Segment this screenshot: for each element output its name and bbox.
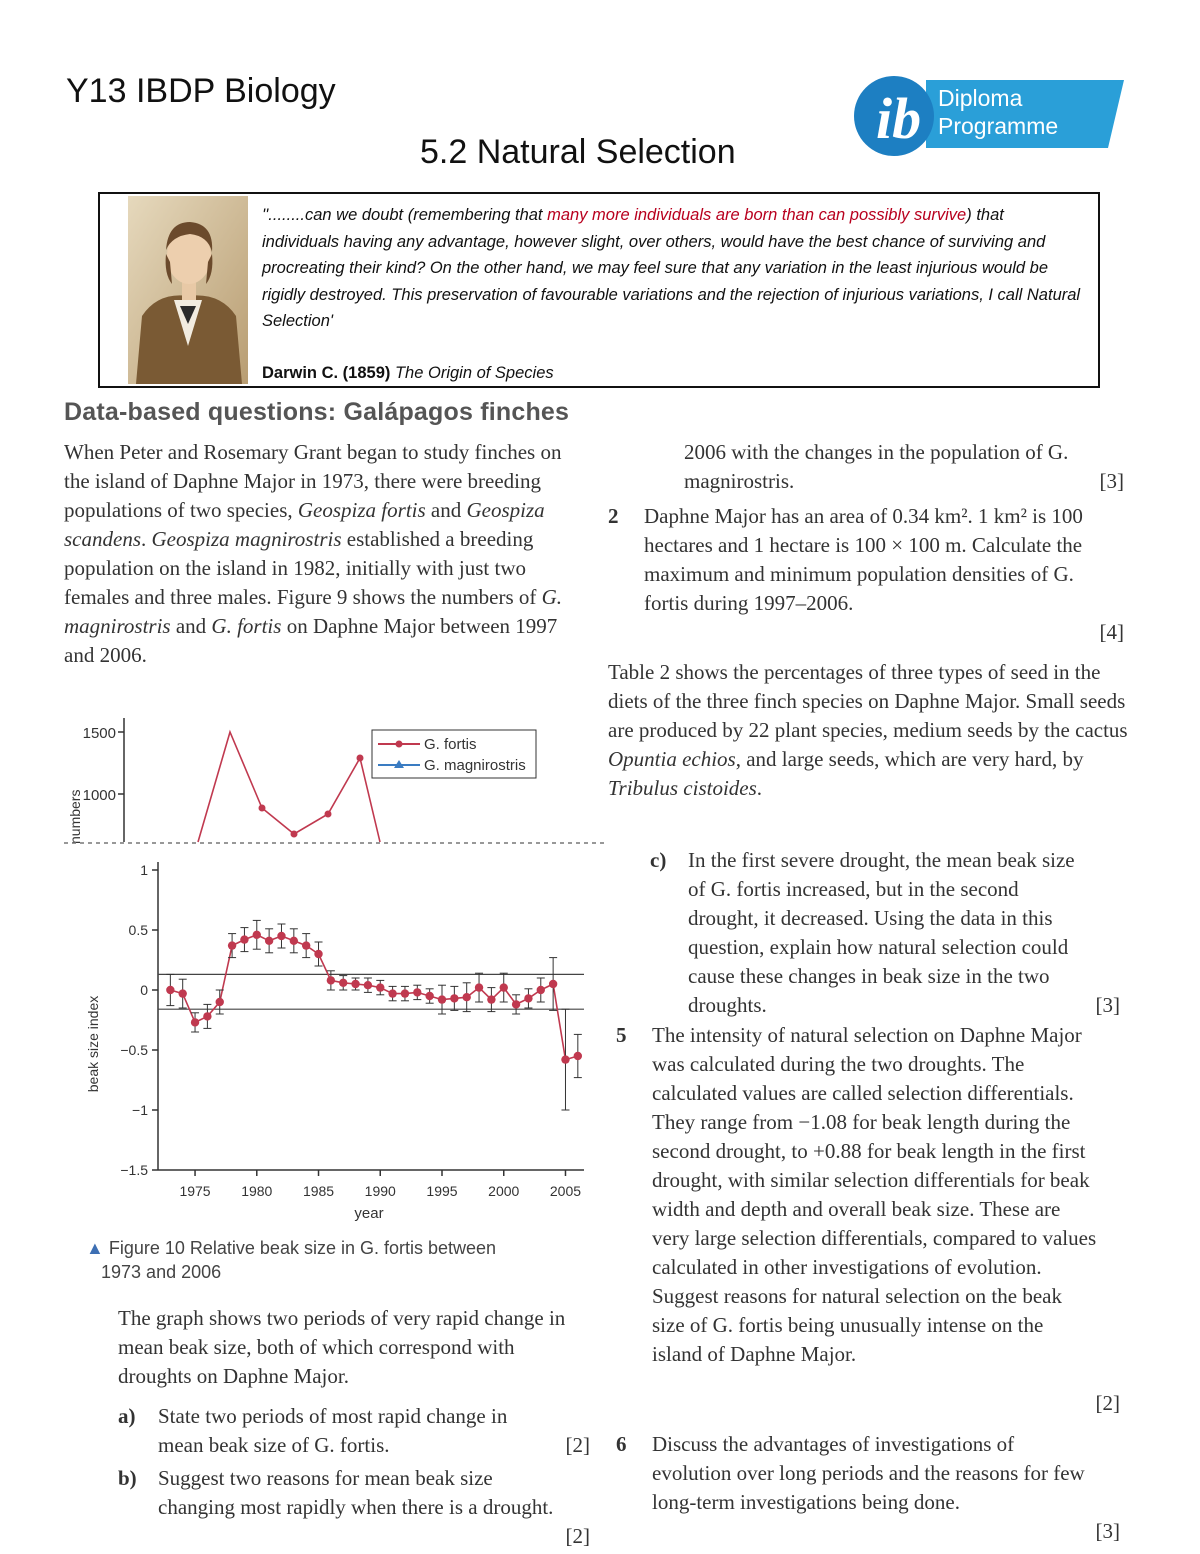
- intro-text-b: established a breeding population on the island in 1982, initially with just two females and three males. Figure 9 shows the numbers of: [64, 527, 542, 609]
- intro-text-c: on Daphne Major between 1997 and 2006.: [64, 614, 558, 667]
- y-tick-label: 1: [140, 862, 148, 878]
- figure-10-caption: [86, 1236, 496, 1284]
- question-2-label: 2: [608, 504, 619, 528]
- svg-text:ib: ib: [876, 86, 922, 151]
- table2-text-b: , and large seeds, which are very hard, by: [735, 747, 1084, 771]
- data-point: [277, 932, 285, 940]
- question-5-label: 5: [616, 1023, 627, 1047]
- question-6-marks: [3]: [1095, 1519, 1120, 1543]
- data-point: [549, 980, 557, 988]
- species-name: G. fortis: [211, 614, 282, 638]
- question-6-text: Discuss the advantages of investigations of evolution over long periods and the reasons for few long-term investigations being done.: [652, 1432, 1085, 1514]
- y-tick-label: −1: [132, 1102, 148, 1118]
- data-point: [166, 986, 174, 994]
- data-point: [401, 989, 409, 997]
- question-5-marks: [2]: [1095, 1391, 1120, 1415]
- citation-title: The Origin of Species: [394, 364, 554, 382]
- x-tick-label: 1975: [179, 1183, 211, 1199]
- data-point: [240, 935, 248, 943]
- intro-paragraph: [64, 438, 584, 670]
- citation-author: Darwin C. (1859): [262, 364, 391, 382]
- data-point: [339, 979, 347, 987]
- data-point: [413, 988, 421, 996]
- x-tick-label: 2000: [488, 1183, 520, 1199]
- table2-text-c: .: [756, 776, 763, 800]
- question-c-text: In the first severe drought, the mean beak size of G. fortis increased, but in the second drought, it decreased. Using the data in this question, explain how natural selection could cause these changes in beak size in the two droughts.: [688, 848, 1075, 1017]
- species-name: Opuntia echios: [608, 747, 736, 771]
- question-a-text: State two periods of most rapid change in mean beak size of G. fortis.: [158, 1404, 508, 1457]
- question-b-text: Suggest two reasons for mean beak size changing most rapidly when there is a drought.: [158, 1466, 554, 1519]
- species-name: G. magnirostris: [64, 585, 563, 638]
- data-point: [265, 937, 273, 945]
- data-point: [524, 994, 532, 1002]
- y-tick-label: 0: [140, 982, 148, 998]
- question-6-label: 6: [616, 1432, 627, 1456]
- fig9-ytick: 1000: [82, 787, 116, 804]
- figure-9-partial: [64, 712, 604, 848]
- data-point: [327, 976, 335, 984]
- data-point: [228, 941, 236, 949]
- table-2-description: [608, 658, 1128, 803]
- darwin-portrait: [128, 196, 248, 384]
- ib-logo-graphic: [848, 72, 1128, 158]
- darwin-quote: [262, 202, 1082, 335]
- question-b-marks: [2]: [565, 1524, 590, 1548]
- beak-size-chart: [64, 852, 594, 1227]
- question-2-text: Daphne Major has an area of 0.34 km². 1 km² is 100 hectares and 1 hectare is 100 × 100 m. Calculate the maximum and minimum population densities of G. fortis during 1997–2006.: [644, 504, 1083, 615]
- ib-diploma-logo: [848, 72, 1128, 158]
- data-point: [178, 989, 186, 997]
- x-axis-label: year: [354, 1205, 384, 1222]
- data-point: [314, 950, 322, 958]
- quote-part2: ) that individuals having any advantage, however slight, over others, would have the best chance of surviving and procreating their kind? On the other hand, we may feel sure that any variation in the least injurious would be rigidly destroyed. This preservation of favourable variations and the rejection of injurious variations, I call Natural Selection': [262, 206, 1081, 330]
- data-point: [425, 992, 433, 1000]
- data-point: [438, 995, 446, 1003]
- question-b: [118, 1464, 590, 1554]
- quote-citation: [262, 364, 554, 383]
- question-1-continued: [684, 438, 1124, 496]
- legend-g-magnirostris: G. magnirostris: [424, 757, 526, 774]
- intro-text-a: When Peter and Rosemary Grant began to study finches on the island of Daphne Major in 1973, there were breeding populations of two species,: [64, 440, 562, 522]
- y-tick-label: 0.5: [128, 922, 148, 938]
- question-2-marks: [4]: [1099, 620, 1124, 644]
- question-b-label: b): [118, 1466, 137, 1490]
- question-a-label: a): [118, 1404, 136, 1428]
- caption-triangle-icon: ▲: [86, 1238, 104, 1258]
- page-title: 5.2 Natural Selection: [420, 133, 736, 171]
- data-point: [462, 993, 470, 1001]
- fig9-ylabel: numbers: [67, 789, 83, 844]
- data-point: [475, 983, 483, 991]
- data-point: [561, 1055, 569, 1063]
- logo-line1: Diploma: [938, 85, 1023, 111]
- caption-line2: 1973 and 2006: [101, 1262, 222, 1282]
- question-a-marks: [2]: [565, 1433, 590, 1457]
- question-c-marks: [3]: [1095, 993, 1120, 1017]
- figure-10-chart: [64, 852, 594, 1227]
- question-1-tail: 2006 with the changes in the population of G. magnirostris.: [684, 440, 1069, 493]
- intro-text-and: and: [425, 498, 467, 522]
- data-point: [290, 937, 298, 945]
- intro-text-dot: .: [141, 527, 152, 551]
- data-point: [574, 1052, 582, 1060]
- data-point: [302, 941, 310, 949]
- question-1-marks: [3]: [1099, 469, 1124, 493]
- x-tick-label: 1985: [302, 1183, 335, 1199]
- y-tick-label: −0.5: [120, 1042, 148, 1058]
- data-point: [253, 931, 261, 939]
- x-tick-label: 1990: [364, 1183, 396, 1199]
- x-tick-label: 2005: [549, 1183, 582, 1199]
- data-point: [487, 995, 495, 1003]
- x-tick-label: 1980: [241, 1183, 273, 1199]
- species-name: Tribulus cistoides: [608, 776, 757, 800]
- course-title: Y13 IBDP Biology: [66, 72, 336, 110]
- caption-line1: Figure 10 Relative beak size in G. fortis between: [108, 1238, 497, 1258]
- data-point: [364, 981, 372, 989]
- data-point: [191, 1018, 199, 1026]
- data-point: [537, 986, 545, 994]
- data-point: [216, 998, 224, 1006]
- graph-description: The graph shows two periods of very rapid change in mean beak size, both of which correspond with droughts on Daphne Major.: [118, 1306, 566, 1388]
- data-point: [450, 994, 458, 1002]
- data-point: [376, 983, 384, 991]
- y-axis-label: beak size index: [85, 995, 101, 1093]
- data-point: [388, 989, 396, 997]
- legend-g-fortis: G. fortis: [424, 736, 477, 753]
- question-5-text: The intensity of natural selection on Daphne Major was calculated during the two droughts. The calculated values are called selection differentials. They range from −1.08 for beak length during the second drought, to +0.88 for beak length in the first drought, with similar selection differentials for beak width and depth and overall beak size. These are very large selection differentials, compared to values calculated in other investigations of evolution. Suggest reasons for natural selection on the beak size of G. fortis being unusually intense on the island of Daphne Major.: [652, 1023, 1097, 1366]
- quote-highlight: many more individuals are born than can possibly survive: [547, 206, 967, 224]
- species-name: Geospiza scandens: [64, 498, 545, 551]
- section-heading: Data-based questions: Galápagos finches: [64, 398, 570, 426]
- table2-text-a: Table 2 shows the percentages of three types of seed in the diets of the three finch species on Daphne Major. Small seeds are produced by 22 plant species, medium seeds by the cactus: [608, 660, 1128, 742]
- logo-line2: Programme: [938, 113, 1059, 139]
- question-a: [118, 1402, 590, 1462]
- fig9-ytick: 1500: [82, 725, 116, 742]
- x-tick-label: 1995: [426, 1183, 458, 1199]
- data-point: [351, 980, 359, 988]
- series-line: [170, 935, 577, 1060]
- question-c-label: c): [650, 848, 667, 872]
- quote-part1: ''........can we doubt (remembering that: [262, 206, 548, 224]
- species-name: Geospiza magnirostris: [151, 527, 342, 551]
- y-tick-label: −1.5: [120, 1162, 148, 1178]
- data-point: [512, 1000, 520, 1008]
- data-point: [203, 1012, 211, 1020]
- data-point: [500, 983, 508, 991]
- intro-text-and2: and: [170, 614, 212, 638]
- species-name: Geospiza fortis: [297, 498, 426, 522]
